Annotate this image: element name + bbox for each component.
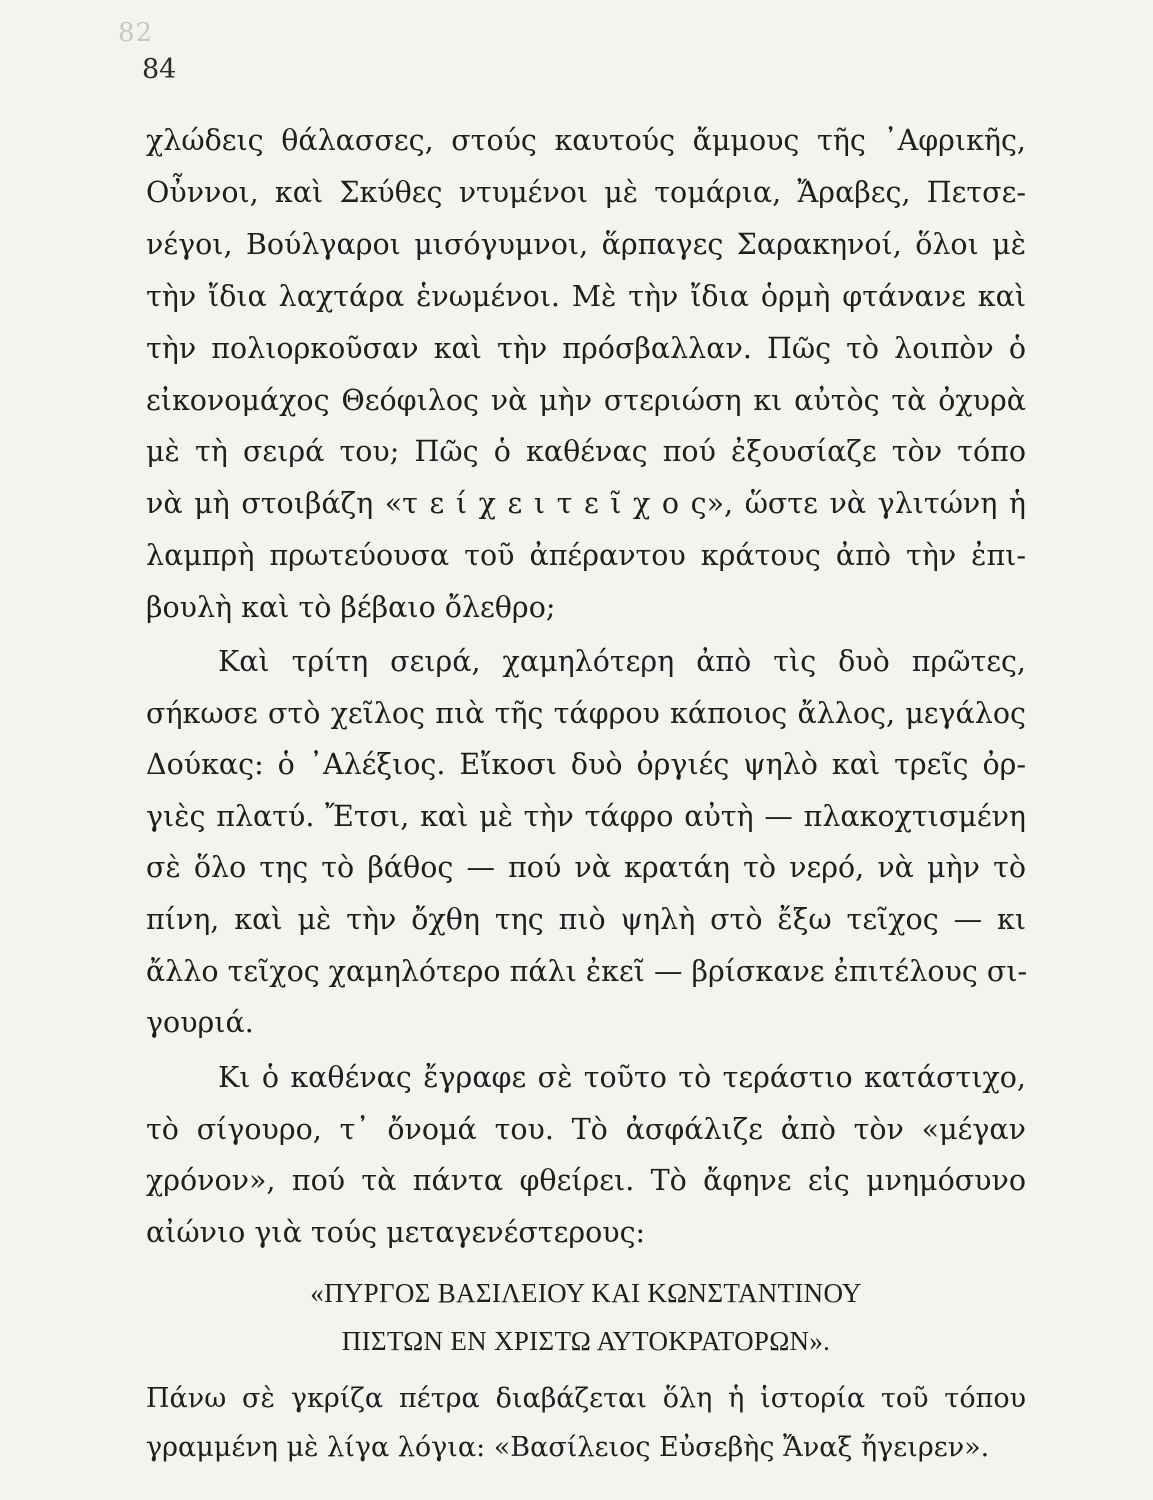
text-line: σὲ ὅλο της τὸ βάθος — πού νὰ κρατάη τὸ νερό, νὰ μὴν τὸ xyxy=(146,851,1026,884)
text-line: σήκωσε στὸ χεῖλος πιὰ τῆς τάφρου κάποιος ἄλλος, μεγάλος xyxy=(146,697,1026,730)
text-line: γουριά. xyxy=(146,1006,254,1039)
text-line: Οὖννοι, καὶ Σκύθες ντυμένοι μὲ τομάρια, Ἄραβες, Πετσε- xyxy=(146,176,1026,209)
text-line: λαμπρὴ πρωτεύουσα τοῦ ἀπέραντου κράτους ἀπὸ τὴν ἐπι- xyxy=(146,539,1026,572)
text-line: ἄλλο τεῖχος χαμηλότερο πάλι ἐκεῖ — βρίσκανε ἐπιτέλους σι- xyxy=(146,955,1028,988)
text-line: νὰ μὴ στοιβάζη «τ ε ί χ ε ι τ ε ῖ χ ο ς», ὥστε νὰ γλιτώνη ἡ xyxy=(146,487,1026,520)
text-line: αἰώνιο γιὰ τούς μεταγενέστερους: xyxy=(146,1216,646,1249)
text-line: εἰκονομάχος Θεόφιλος νὰ μὴν στεριώση κι αὐτὸς τὰ ὀχυρὰ xyxy=(146,384,1026,417)
text-line: τὴν ἴδια λαχτάρα ἑνωμένοι. Μὲ τὴν ἴδια ὁρμὴ φτάνανε καὶ xyxy=(146,280,1026,313)
page-number: 84 xyxy=(142,54,177,85)
text-line: χλώδεις θάλασσες, στούς καυτούς ἄμμους τῆς ᾿Αφρικῆς, xyxy=(146,124,1026,157)
text-line: τὸ σίγουρο, τ᾿ ὄνομά του. Τὸ ἀσφάλιζε ἀπὸ τὸν «μέγαν xyxy=(146,1113,1026,1146)
inscription-line: «ΠΥΡΓΟΣ ΒΑΣΙΛΕΙΟΥ ΚΑΙ ΚΩΝΣΤΑΝΤΙΝΟΥ xyxy=(310,1278,862,1308)
text-line: χρόνον», πού τὰ πάντα φθείρει. Τὸ ἄφηνε εἰς μνημόσυνο xyxy=(146,1164,1026,1197)
text-line: νέγοι, Βούλγαροι μισόγυμνοι, ἅρπαγες Σαρακηνοί, ὅλοι μὲ xyxy=(146,228,1026,261)
text-line: Δούκας: ὁ ᾿Αλέξιος. Εἴκοσι δυὸ ὀργιές ψηλὸ καὶ τρεῖς ὀρ- xyxy=(146,748,1026,781)
text-line: γραμμένη μὲ λίγα λόγια: «Βασίλειος Εὐσεβὴς Ἄναξ ἤγειρεν». xyxy=(146,1432,990,1463)
inscription-line: ΠΙΣΤΩΝ ΕΝ ΧΡΙΣΤΩ ΑΥΤΟΚΡΑΤΟΡΩΝ». xyxy=(341,1326,831,1356)
text-line: μὲ τὴ σειρά του; Πῶς ὁ καθένας πού ἐξουσίαζε τὸν τόπο xyxy=(146,435,1026,468)
text-line: Καὶ τρίτη σειρά, χαμηλότερη ἀπὸ τὶς δυὸ πρῶτες, xyxy=(218,645,1026,678)
text-line: γιὲς πλατύ. Ἔτσι, καὶ μὲ τὴν τάφρο αὐτὴ — πλακοχτισμένη xyxy=(146,800,1026,833)
text-line: Πάνω σὲ γκρίζα πέτρα διαβάζεται ὅλη ἡ ἱστορία τοῦ τόπου xyxy=(146,1383,1026,1414)
bleed-through-page-number: 82 xyxy=(118,18,154,48)
text-line: Κι ὁ καθένας ἔγραφε σὲ τοῦτο τὸ τεράστιο κατάστιχο, xyxy=(218,1061,1026,1094)
text-line: βουλὴ καὶ τὸ βέβαιο ὄλεθρο; xyxy=(146,591,556,624)
text-line: πίνη, καὶ μὲ τὴν ὄχθη της πιὸ ψηλὴ στὸ ἔξω τεῖχος — κι xyxy=(146,903,1026,936)
text-line: τὴν πολιορκοῦσαν καὶ τὴν πρόσβαλλαν. Πῶς τὸ λοιπὸν ὁ xyxy=(146,332,1026,365)
